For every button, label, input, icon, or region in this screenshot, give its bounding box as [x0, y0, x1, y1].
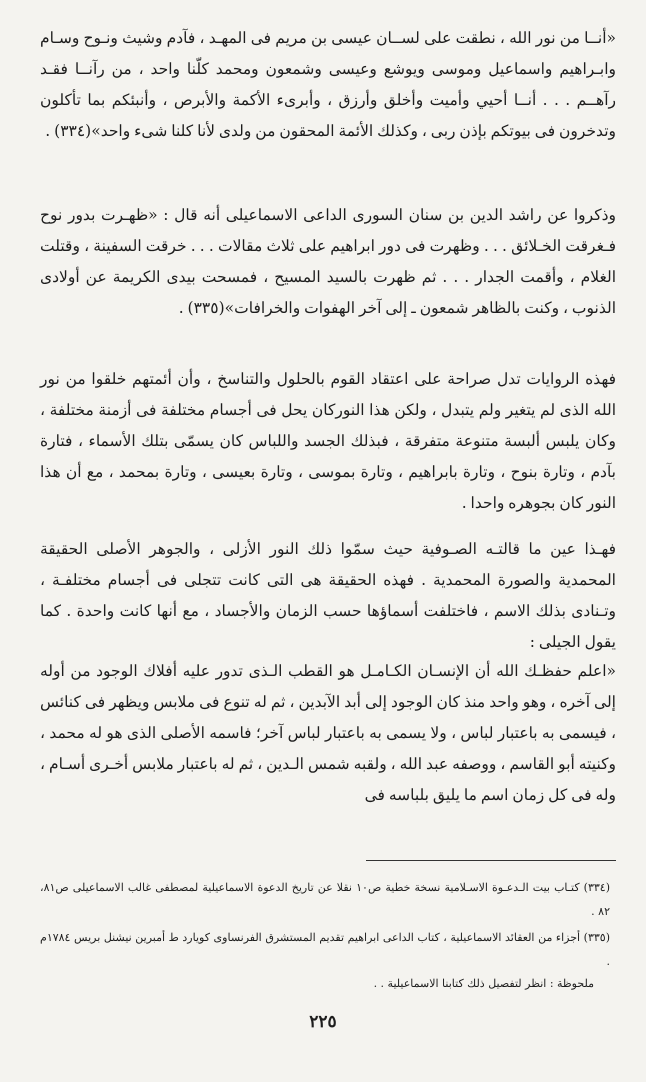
- footnote-note: ملحوظة : انظر لتفصيل ذلك كتابنا الاسماعيلية . .: [373, 977, 594, 990]
- body-paragraph-5: «اعلم حفظـك الله أن الإنسـان الكـامـل هو القطب الـذى تدور عليه أفلاك الوجود من أوله إلى آخره ، وهو واحد منذ كان الوجود إلى أبد الآبدين ، ثم له تنوع فى ملابس ويظهر فى كنائس ، فيسمى به باعتبار لباس ، ولا يسمى به باعتبار لباس آخر؛ فاسمه الأصلى الذى هو له محمد ، وكنيته أبو القاسم ، ووصفه عبد الله ، ولقبه شمس الـدين ، ثم له باعتبار ملابس أخـرى أسـام ، وله فى كل زمان اسم ما يليق بلباسه فى: [40, 662, 616, 804]
- footnote-334: (٣٣٤) كتـاب بيت الـدعـوة الاسـلامية نسخة خطية ص١٠ نقلا عن تاريخ الدعوة الاسماعيلية لمصطفى غالب الاسماعيلى ص٨١، ٨٢ .: [40, 881, 610, 918]
- body-paragraph-1: «أنــا من نور الله ، نطقت على لســان عيسى بن مريم فى المهـد ، فآدم وشيث ونـوح وسـام وابـراهيم واسماعيل وموسى ويوشع وعيسى وشمعون ومحمد كلّنا واحد ، من رآنــا فقـد رآهــم . . . أنــا أحيي وأميت وأخلق وأرزق ، وأبرىء الأكمة والأبرص ، وأنبئكم بما تأكلون وتدخرون فى بيوتكم بإذن ربى ، وكذلك الأئمة المحقون من ولدى لأنا كلنا شىء واحد»(٣٣٤) .: [40, 29, 616, 140]
- footnote-divider: [366, 860, 616, 861]
- footnote-335: (٣٣٥) أجزاء من العقائد الاسماعيلية ، كتاب الداعى ابراهيم تقديم المستشرق الفرنساوى كويارد ط أمبرين نيشنل بريس ١٧٨٤م .: [40, 931, 610, 968]
- body-paragraph-3: فهذه الروايات تدل صراحة على اعتقاد القوم بالحلول والتناسخ ، وأن أئمتهم خلقوا من نور الله الذى لم يتغير ولم يتبدل ، ولكن هذا النوركان يحل فى أجسام مختلفة فى أزمنة مختلفة ، وكان يلبس ألبسة متنوعة متفرقة ، فبذلك الجسد واللباس كان يسمّى بتلك الأسماء ، فتارة بآدم ، وتارة بنوح ، وتارة بابراهيم ، وتارة بموسى ، وتارة بعيسى ، وتارة بمحمد ، مع أن هذا النور كان بجوهره واحدا .: [40, 370, 616, 512]
- page-number: ٢٢٥: [309, 1012, 337, 1032]
- body-paragraph-4: فهـذا عين ما قالتـه الصـوفية حيث سمّوا ذلك النور الأزلى ، والجوهر الأصلى الحقيقة المحمدية والصورة المحمدية . فهذه الحقيقة هى التى كانت تتجلى فى أجسام مختلفـة ، وتـنادى بذلك الاسم ، فاختلفت أسماؤها حسب الزمان والأجساد ، مع أنها كانت واحدة . كما يقول الجيلى :: [40, 540, 616, 651]
- body-paragraph-2: وذكروا عن راشد الدين بن سنان السورى الداعى الاسماعيلى أنه قال : «ظهـرت بدور نوح فـغرقت الخـلائق . . . وظهرت فى دور ابراهيم على ثلاث مقالات . . . خرقت السفينة ، وقتلت الغلام ، وأقمت الجدار . . . ثم ظهرت بالسيد المسيح ، فمسحت بيدى الكريمة عن أولادى الذنوب ، وكنت بالظاهر شمعون ـ إلى آخر الهفوات والخرافات»(٣٣٥) .: [40, 206, 616, 317]
